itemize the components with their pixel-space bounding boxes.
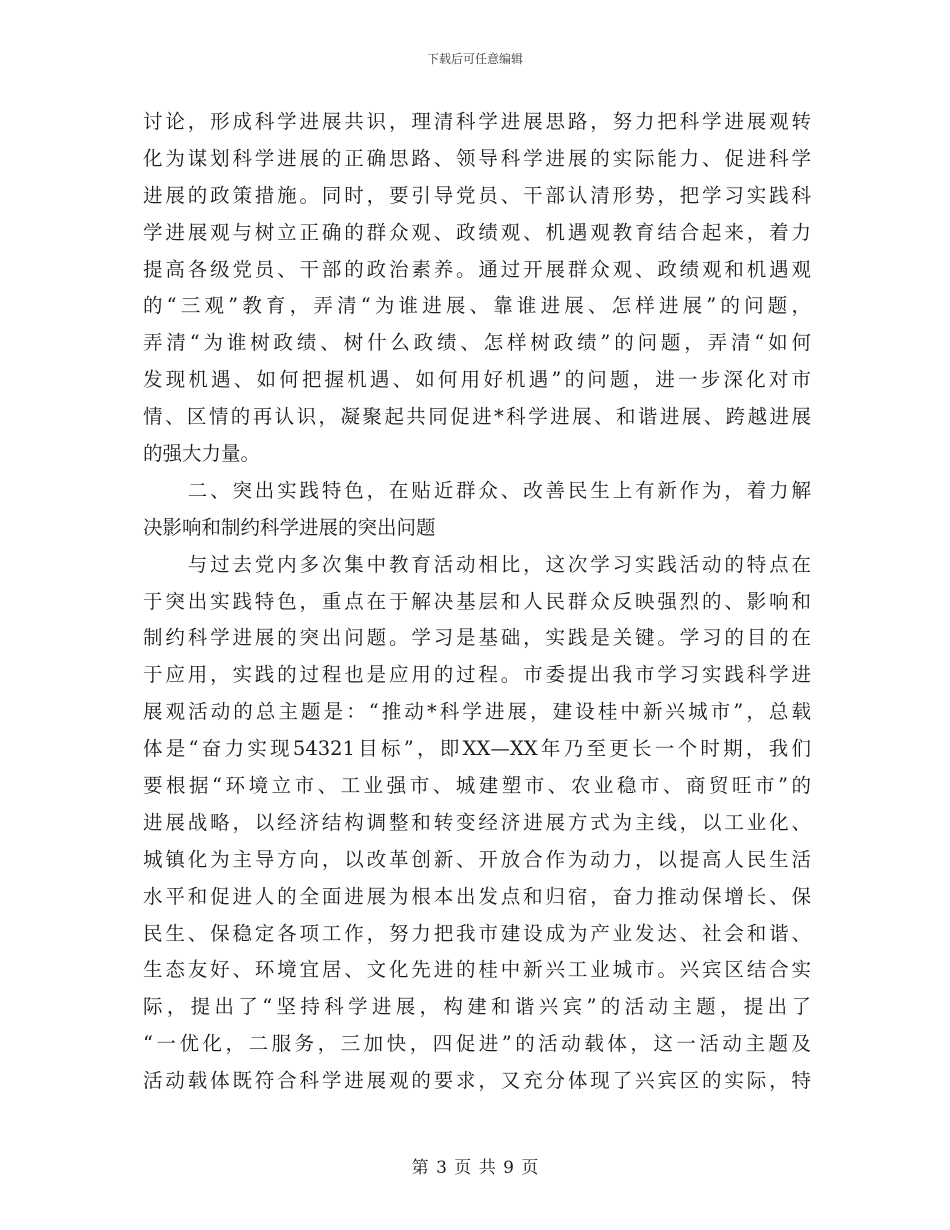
- page-footer: 第 3 页 共 9 页: [411, 1158, 539, 1178]
- text-line: 进展的政策措施。同时，要引导党员、干部认清形势，把学习实践科: [143, 183, 811, 207]
- text-line: 生态友好、环境宜居、文化先进的桂中新兴工业城市。兴宾区结合实: [143, 958, 811, 982]
- text-line: 二、突出实践特色，在贴近群众、改善民生上有新作为，着力解: [143, 478, 811, 502]
- text-line: 展观活动的总主题是：“推动*科学进展，建设桂中新兴城市”，总载: [143, 700, 811, 724]
- text-line: 弄清“为谁树政绩、树什么政绩、怎样树政绩”的问题，弄清“如何: [143, 331, 811, 355]
- text-line: 情、区情的再认识，凝聚起共同促进*科学进展、和谐进展、跨越进展: [143, 405, 811, 429]
- text-line: 于应用，实践的过程也是应用的过程。市委提出我市学习实践科学进: [143, 663, 811, 687]
- text-line: 发现机遇、如何把握机遇、如何用好机遇”的问题，进一步深化对市: [143, 368, 811, 392]
- text-line: “一优化，二服务，三加快，四促进”的活动载体，这一活动主题及: [143, 1032, 811, 1056]
- text-line: 提高各级党员、干部的政治素养。通过开展群众观、政绩观和机遇观: [143, 257, 811, 281]
- document-body: [143, 104, 811, 1100]
- text-line: 决影响和制约科学进展的突出问题: [143, 515, 436, 539]
- page-header: 下载后可任意编辑: [426, 52, 523, 66]
- text-line: 城镇化为主导方向，以改革创新、开放合作为动力，以提高人民生活: [143, 847, 811, 871]
- text-line: 于突出实践特色，重点在于解决基层和人民群众反映强烈的、影响和: [143, 589, 811, 613]
- text-line: 与过去党内多次集中教育活动相比，这次学习实践活动的特点在: [143, 552, 811, 576]
- text-line: 活动载体既符合科学进展观的要求，又充分体现了兴宾区的实际，特: [143, 1069, 811, 1093]
- text-line: 化为谋划科学进展的正确思路、领导科学进展的实际能力、促进科学: [143, 146, 811, 170]
- text-line: 的“三观”教育，弄清“为谁进展、靠谁进展、怎样进展”的问题，: [143, 294, 811, 318]
- text-line: 体是“奋力实现54321目标”，即XX—XX年乃至更长一个时期，我们: [143, 737, 811, 761]
- text-line: 际，提出了“坚持科学进展，构建和谐兴宾”的活动主题，提出了: [143, 995, 811, 1019]
- text-line: 的强大力量。: [143, 442, 261, 466]
- text-line: 民生、保稳定各项工作，努力把我市建设成为产业发达、社会和谐、: [143, 921, 811, 945]
- text-line: 水平和促进人的全面进展为根本出发点和归宿，奋力推动保增长、保: [143, 884, 811, 908]
- text-line: 进展战略，以经济结构调整和转变经济进展方式为主线，以工业化、: [143, 810, 811, 834]
- text-line: 要根据“环境立市、工业强市、城建塑市、农业稳市、商贸旺市”的: [143, 774, 811, 798]
- text-line: 学进展观与树立正确的群众观、政绩观、机遇观教育结合起来，着力: [143, 220, 811, 244]
- text-line: 讨论，形成科学进展共识，理清科学进展思路，努力把科学进展观转: [143, 110, 811, 133]
- text-line: 制约科学进展的突出问题。学习是基础，实践是关键。学习的目的在: [143, 626, 811, 650]
